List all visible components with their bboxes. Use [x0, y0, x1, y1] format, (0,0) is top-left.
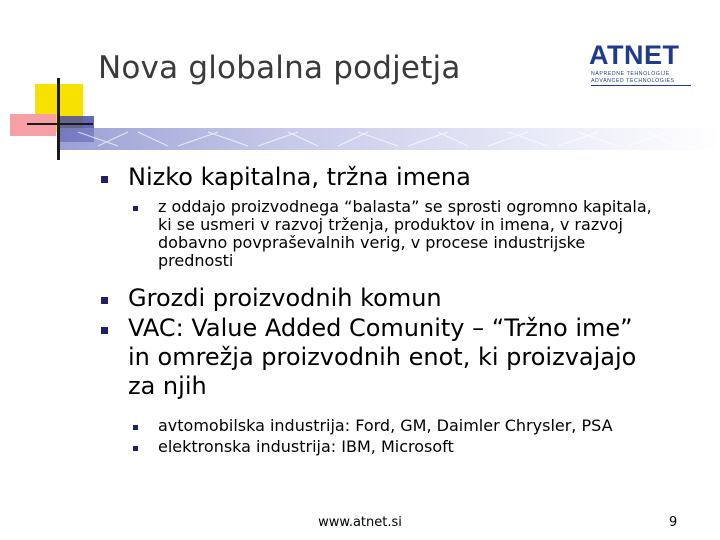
- sub-bullet-text: avtomobilska industrija: Ford, GM, Daimler Chrysler, PSA: [158, 416, 613, 435]
- sub-bullet-line: dobavno povpraševalnih verig, v procese industrijske: [158, 233, 586, 252]
- decorative-red-bar: [10, 114, 56, 136]
- bullet-marker: [101, 327, 108, 334]
- bullet-marker: [101, 297, 108, 304]
- bullet-text: [128, 314, 688, 401]
- logo-tagline-2: ADVANCED TECHNOLOGIES: [591, 78, 675, 84]
- bullet-line: in omrežja proizvodnih enot, ki proizvajajo: [128, 343, 637, 371]
- bullet-marker: [101, 176, 108, 183]
- bullet-line: VAC: Value Added Comunity – “Tržno ime”: [128, 314, 633, 342]
- slide-title: Nova globalna podjetja: [98, 50, 461, 86]
- sub-bullet-text: elektronska industrija: IBM, Microsoft: [158, 437, 454, 456]
- bullet-text: Nizko kapitalna, tržna imena: [128, 163, 471, 191]
- atnet-logo: [589, 40, 695, 92]
- bullet-text: Grozdi proizvodnih komun: [128, 284, 442, 312]
- sub-bullet-marker: [133, 446, 138, 451]
- logo-underline: [591, 85, 691, 86]
- page-number: 9: [669, 515, 678, 530]
- sub-bullet-line: z oddajo proizvodnega “balasta” se sprosti ogromno kapitala,: [158, 197, 652, 216]
- sub-bullet-text: [158, 198, 678, 270]
- logo-wordmark: ATNET: [589, 40, 680, 70]
- sub-bullet-line: prednosti: [158, 251, 234, 270]
- footer-url: www.atnet.si: [318, 515, 402, 530]
- sub-bullet-line: ki se usmeri v razvoj trženja, produktov in imena, v razvoj: [158, 215, 623, 234]
- decorative-horizontal-line: [27, 123, 93, 125]
- band-pattern: [58, 128, 720, 150]
- sub-bullet-marker: [133, 206, 138, 211]
- bullet-line: za njih: [128, 372, 207, 400]
- decorative-vertical-line: [57, 78, 60, 160]
- logo-tagline-1: NAPREDNE TEHNOLOGIJE: [591, 71, 670, 77]
- sub-bullet-marker: [133, 425, 138, 430]
